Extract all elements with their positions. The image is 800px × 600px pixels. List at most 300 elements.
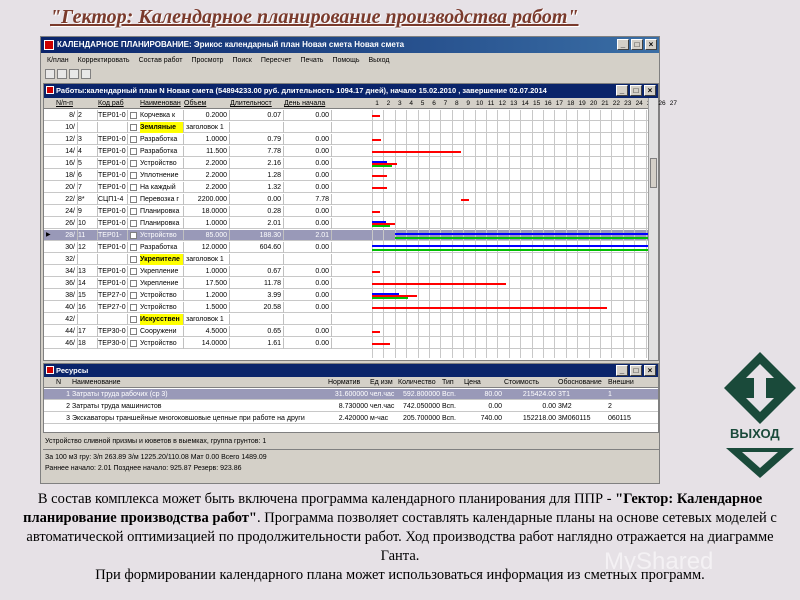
cell-name: Уплотнение [140,170,184,181]
cell-basis: 3М2 [558,403,572,410]
cell-duration [230,122,284,133]
cell-volume: 2200.000 [184,194,230,205]
close-icon[interactable]: × [644,85,656,96]
row-checkbox[interactable] [130,184,137,191]
res-col-cost[interactable]: Стоимость [504,379,540,386]
gantt-day-label: 15 [532,100,541,107]
cell-ext: 1 [608,391,612,398]
gantt-bar[interactable] [372,343,390,345]
cell-k: 5 [78,158,98,169]
cell-n: 28/ [56,230,78,241]
gantt-day-label: 5 [420,100,425,107]
jobs-title: Работы:календарный план N Новая смета (54894233.00 руб. длительность 1094.17 дней), начало 15.02.2010 , завершение 02.07.2014 [56,86,547,95]
resources-window [43,363,659,433]
cell-code: ТЕР01-0 [98,110,128,121]
row-checkbox[interactable] [130,340,137,347]
cell-qty: 742.050000 [403,403,440,410]
gantt-day-label: 19 [578,100,586,107]
cell-k [78,254,98,265]
gantt-bar[interactable] [372,221,386,223]
menu-search[interactable]: Поиск [232,57,252,64]
cell-n: 3 [66,415,70,422]
cell-k: 3 [78,134,98,145]
body-prefix: В состав комплекса может быть включена программа календарного планирования для ППР - [37,491,616,507]
cell-n: 14/ [56,146,78,157]
gantt-chart [372,110,648,358]
cell-volume: 2.2000 [184,170,230,181]
gantt-day-label: 1 [375,100,379,107]
cell-duration: 0.67 [230,266,284,277]
cell-volume: 85.000 [184,230,230,241]
cell-name: Устройство [140,302,184,313]
cell-k: 15 [78,290,98,301]
app-titlebar [41,37,659,53]
row-checkbox[interactable] [130,316,137,323]
menu-kplan[interactable]: К/план [47,57,69,64]
row-checkbox[interactable] [130,280,137,287]
gantt-bar[interactable] [395,237,648,239]
maximize-icon[interactable]: □ [630,85,642,96]
cell-basis: 3М060115 [558,415,591,422]
cell-code: ТЕР01-0 [98,218,128,229]
cell-duration: 3.99 [230,290,284,301]
gantt-day-label: 21 [601,100,609,107]
cell-ext: 2 [608,403,612,410]
gantt-day-label: 17 [555,100,563,107]
cell-code: ТЕР27-0 [98,302,128,313]
table-row[interactable] [44,401,658,412]
jobs-window-icon [46,86,54,94]
cell-code: СЦП1-4 [98,194,128,205]
cell-n: 46/ [56,338,78,349]
gantt-bar[interactable] [372,225,390,227]
gantt-day-label: 6 [432,100,436,107]
cell-name: Затраты труда рабочих (ср 3) [72,391,168,398]
menu-view[interactable]: Просмотр [191,57,224,64]
gantt-bar[interactable] [461,199,469,201]
gantt-day-label: 27 [669,100,677,107]
cell-code: ТЕР27-0 [98,290,128,301]
gantt-bar[interactable] [372,307,607,309]
gantt-bar[interactable] [372,187,387,189]
cell-cost: 152218.00 [522,415,556,422]
toolbar-button[interactable] [45,69,55,79]
res-col-price[interactable]: Цена [464,379,481,386]
cell-volume: 12.0000 [184,242,230,253]
cell-start: 0.00 [284,182,332,193]
cell-duration: 11.78 [230,278,284,289]
cell-duration: 188.30 [230,230,284,241]
cell-k [78,122,98,133]
gantt-day-label: 10 [475,100,484,107]
col-header-n[interactable]: N/п-п [56,100,73,107]
cell-price: 740.00 [480,415,502,422]
cell-norm: 2.420000 [338,415,368,422]
cell-unit: чел.час [370,391,395,398]
cell-n: 26/ [56,218,78,229]
cell-code [98,122,128,133]
menu-works[interactable]: Состав работ [138,57,183,64]
watermark: MyShared [604,548,714,575]
menu-correct[interactable]: Корректировать [77,57,130,64]
cell-duration [230,254,284,265]
cell-volume: 17.500 [184,278,230,289]
cell-code: ТЕР01-0 [98,146,128,157]
cell-name: Устройство [140,338,184,349]
cell-start: 7.78 [284,194,332,205]
cell-volume: 11.500 [184,146,230,157]
cell-name: Искусствен [140,314,184,325]
cell-k [78,314,98,325]
cell-volume: 14.0000 [184,338,230,349]
col-header-duration[interactable]: Длительност [230,100,272,107]
cell-start: 0.00 [284,242,332,253]
cell-k: 9 [78,206,98,217]
cell-start [284,122,332,133]
cell-cost: 215424.00 [522,391,556,398]
cell-name: Затраты труда машинистов [72,403,162,410]
cell-basis: 3Т1 [558,391,571,398]
cell-n: 2 [66,403,70,410]
gantt-bar[interactable] [372,297,408,299]
row-checkbox[interactable] [130,148,137,155]
cell-name: Корчевка к [140,110,184,121]
table-row[interactable] [44,389,658,400]
app-window [40,36,677,484]
gantt-day-label: 12 [498,100,506,107]
jobs-titlebar [44,84,658,98]
cell-duration: 2.16 [230,158,284,169]
cell-code: ТЕР01-0 [98,182,128,193]
cell-code: ТЕР01-0 [98,266,128,277]
cell-name: Разработка [140,146,184,157]
cell-n: 12/ [56,134,78,145]
cell-n: 36/ [56,278,78,289]
res-col-type[interactable]: Тип [442,379,454,386]
cell-n: 40/ [56,302,78,313]
status-costs: За 100 м3 гру: 3/п 263.89 3/м 1225.20/110.08 Мат 0.00 Всего 1489.09 [45,454,267,461]
cell-n: 24/ [56,206,78,217]
cell-volume: 1.0000 [184,266,230,277]
cell-norm: 8.730000 [338,403,368,410]
selected-work-description: Устройство сливной призмы и кюветов в выемках, группа грунтов: 1 [45,438,267,445]
cell-type: Всп. [442,391,456,398]
cell-name: Разработка [140,242,184,253]
resources-table-header [44,377,658,388]
minimize-icon[interactable]: _ [616,85,628,96]
gantt-day-label: 7 [443,100,448,107]
gantt-bar[interactable] [372,331,380,333]
cell-duration: 0.28 [230,206,284,217]
cell-k: 2 [78,110,98,121]
cell-k: 4 [78,146,98,157]
cell-start: 0.00 [284,158,332,169]
col-header-start[interactable]: День начала [284,100,326,107]
gantt-day-label: 23 [624,100,632,107]
row-checkbox[interactable] [130,292,137,299]
menu-recalc[interactable]: Пересчет [260,57,292,64]
gantt-bar[interactable] [372,139,381,141]
close-icon[interactable]: × [645,39,657,50]
cell-start: 0.00 [284,206,332,217]
row-checkbox[interactable] [130,124,137,131]
maximize-icon[interactable]: □ [631,39,643,50]
cell-start: 0.00 [284,290,332,301]
close-icon[interactable]: × [644,365,656,376]
exit-label[interactable]: ВЫХОД [730,426,780,441]
cell-duration: 20.58 [230,302,284,313]
cell-n: 32/ [56,254,78,265]
cell-norm: 31.600000 [334,391,368,398]
gantt-day-label: 8 [454,100,459,107]
row-checkbox[interactable] [130,304,137,311]
cell-duration: 0.65 [230,326,284,337]
gantt-day-label: 18 [567,100,575,107]
cell-n: 8/ [56,110,78,121]
cell-k: 18 [78,338,98,349]
cell-n: 22/ [56,194,78,205]
gantt-day-headers [332,98,677,109]
cell-volume: 18.0000 [184,206,230,217]
gantt-bar[interactable] [372,151,461,153]
cell-n: 42/ [56,314,78,325]
cell-name: Перевозка г [140,194,184,205]
cell-start: 0.00 [284,278,332,289]
cell-name: На каждый [140,182,184,193]
cell-duration: 2.01 [230,218,284,229]
cell-name: Сооружени [140,326,184,337]
row-checkbox[interactable] [130,268,137,275]
body-program-name: "Гектор: Календарное планирование производства работ" [23,491,763,526]
cell-name: Укрепление [140,266,184,277]
cell-unit: м-час [370,415,389,422]
resources-titlebar [44,364,658,377]
cell-code: ТЕР01- [98,230,128,241]
cell-code: ТЕР01-0 [98,158,128,169]
gantt-bar[interactable] [372,211,380,213]
cell-cost: 0.00 [542,403,556,410]
cell-duration: 0.79 [230,134,284,145]
resources-window-icon [46,366,54,374]
row-checkbox[interactable] [130,160,137,167]
toolbar [41,67,659,81]
app-icon [44,40,54,50]
col-header-volume[interactable]: Объем [184,100,207,107]
cell-k: 8* [78,194,98,205]
res-col-norm[interactable]: Норматив [328,379,361,386]
cell-n: 1 [66,391,70,398]
gantt-bar[interactable] [372,245,648,247]
app-title: КАЛЕНДАРНОЕ ПЛАНИРОВАНИЕ: Эрикос календарный план Новая смета Новая смета [57,40,405,49]
status-panel [43,449,659,479]
cell-name: Планировка [140,206,184,217]
cell-start: 0.00 [284,134,332,145]
res-col-n[interactable]: N [56,379,62,386]
gantt-day-label: 3 [397,100,402,107]
gantt-gridline [372,110,373,358]
res-col-name[interactable]: Наименование [72,379,121,386]
cell-unit: чел.час [370,403,395,410]
gantt-day-label: 4 [409,100,413,107]
cell-start: 0.00 [284,326,332,337]
body-line2: При формировании календарного плана может использоваться информация из сметных программ. [95,567,705,583]
cell-duration: 0.07 [230,110,284,121]
cell-volume: заголовок 1 [184,122,230,133]
home-nav-icon[interactable] [724,352,796,424]
toolbar-button[interactable] [81,69,91,79]
cell-n: 44/ [56,326,78,337]
cell-n: 16/ [56,158,78,169]
gantt-bar[interactable] [372,283,506,285]
maximize-icon[interactable]: □ [630,365,642,376]
jobs-scrollbar[interactable] [648,98,658,360]
cell-name: Устройство [140,230,184,241]
cell-code [98,254,128,265]
cell-ext: 060115 [608,415,631,422]
cell-duration: 1.61 [230,338,284,349]
row-checkbox[interactable] [130,220,137,227]
gantt-day-label: 16 [544,100,552,107]
gantt-day-label: 14 [521,100,529,107]
toolbar-button[interactable] [57,69,67,79]
res-col-unit[interactable]: Ед изм [370,379,393,386]
row-pointer-icon: ▶ [46,232,51,238]
res-col-ext[interactable]: Внешни [608,379,634,386]
cell-duration: 604.60 [230,242,284,253]
jobs-table-body [44,110,648,358]
cell-duration: 7.78 [230,146,284,157]
minimize-icon[interactable]: _ [616,365,628,376]
toolbar-button[interactable] [69,69,79,79]
cell-code: ТЕР01-0 [98,206,128,217]
cell-price: 0.00 [488,403,502,410]
cell-start: 0.00 [284,170,332,181]
gantt-bar[interactable] [372,249,648,251]
col-header-code[interactable]: Код раб [98,100,124,107]
navigation-arrows [722,352,798,482]
gantt-day-label: 11 [487,100,495,107]
cell-code: ТЕР01-0 [98,134,128,145]
row-checkbox[interactable] [130,232,137,239]
cell-k: 7 [78,182,98,193]
menu-exit[interactable]: Выход [368,57,390,64]
cell-volume: 1.5000 [184,302,230,313]
gantt-day-label: 2 [386,100,391,107]
cell-duration: 1.28 [230,170,284,181]
menu-help[interactable]: Помощь [332,57,360,64]
cell-type: Всп. [442,415,456,422]
cell-volume: 4.5000 [184,326,230,337]
gantt-day-label: 20 [589,100,598,107]
cell-volume: 1.0000 [184,218,230,229]
cell-n: 20/ [56,182,78,193]
status-dates: Раннее начало: 2.01 Позднее начало: 925.87 Резерв: 923.86 [45,465,242,472]
jobs-table-header [44,98,677,109]
cell-name: Экскаваторы траншейные многоковшовые цепные при работе на други [72,415,305,422]
cell-volume: 2.2000 [184,182,230,193]
cell-n: 10/ [56,122,78,133]
row-checkbox[interactable] [130,112,137,119]
gantt-bar[interactable] [372,115,380,117]
cell-code: ТЕР01-0 [98,242,128,253]
row-checkbox[interactable] [130,196,137,203]
cell-code [98,314,128,325]
cell-n: 34/ [56,266,78,277]
scrollbar-thumb[interactable] [650,158,657,188]
cell-start [284,254,332,265]
minimize-icon[interactable]: _ [617,39,629,50]
cell-duration: 0.00 [230,194,284,205]
jobs-window [43,83,677,361]
cell-k: 13 [78,266,98,277]
gantt-bar[interactable] [372,271,380,273]
cell-start: 0.00 [284,302,332,313]
cell-volume: заголовок 1 [184,314,230,325]
res-col-qty[interactable]: Количество [398,379,436,386]
cell-name: Устройство [140,158,184,169]
cell-duration: 1.32 [230,182,284,193]
cell-volume: 1.2000 [184,290,230,301]
menubar [41,54,659,67]
table-row[interactable] [44,413,658,424]
cell-name: Планировка [140,218,184,229]
resources-title: Ресурсы [56,366,89,375]
cell-code: ТЕР01-0 [98,278,128,289]
slide-title: "Гектор: Календарное планирование производства работ" [50,6,579,28]
row-checkbox[interactable] [130,172,137,179]
gantt-gridline [383,110,384,358]
row-checkbox[interactable] [130,244,137,251]
cell-volume: заголовок 1 [184,254,230,265]
gantt-day-label: 22 [612,100,620,107]
cell-k: 12 [78,242,98,253]
gantt-day-label: 24 [635,100,643,107]
cell-code: ТЕР30-0 [98,338,128,349]
cell-k: 10 [78,218,98,229]
gantt-bar[interactable] [372,161,387,163]
cell-n: 38/ [56,290,78,301]
cell-k: 16 [78,302,98,313]
gantt-bar[interactable] [372,165,392,167]
cell-name: Разработка [140,134,184,145]
gantt-day-label: 9 [466,100,470,107]
cell-name: Земляные [140,122,184,133]
cell-start: 0.00 [284,110,332,121]
cell-start: 0.00 [284,338,332,349]
gantt-bar[interactable] [372,175,387,177]
cell-volume: 1.0000 [184,134,230,145]
menu-print[interactable]: Печать [300,57,324,64]
cell-start: 0.00 [284,266,332,277]
col-header-name[interactable]: Наименован [140,100,181,107]
cell-code: ТЕР30-0 [98,326,128,337]
cell-volume: 0.2000 [184,110,230,121]
cell-start: 0.00 [284,218,332,229]
row-checkbox[interactable] [130,136,137,143]
gantt-bar[interactable] [372,293,399,295]
row-checkbox[interactable] [130,208,137,215]
cell-name: Укрепление [140,278,184,289]
gantt-bar[interactable] [395,233,648,235]
gantt-day-label: 13 [510,100,518,107]
cell-k: 6 [78,170,98,181]
row-checkbox[interactable] [130,256,137,263]
cell-n: 18/ [56,170,78,181]
cell-code: ТЕР01-0 [98,170,128,181]
res-col-basis[interactable]: Обоснование [558,379,602,386]
row-checkbox[interactable] [130,328,137,335]
cell-start: 0.00 [284,146,332,157]
